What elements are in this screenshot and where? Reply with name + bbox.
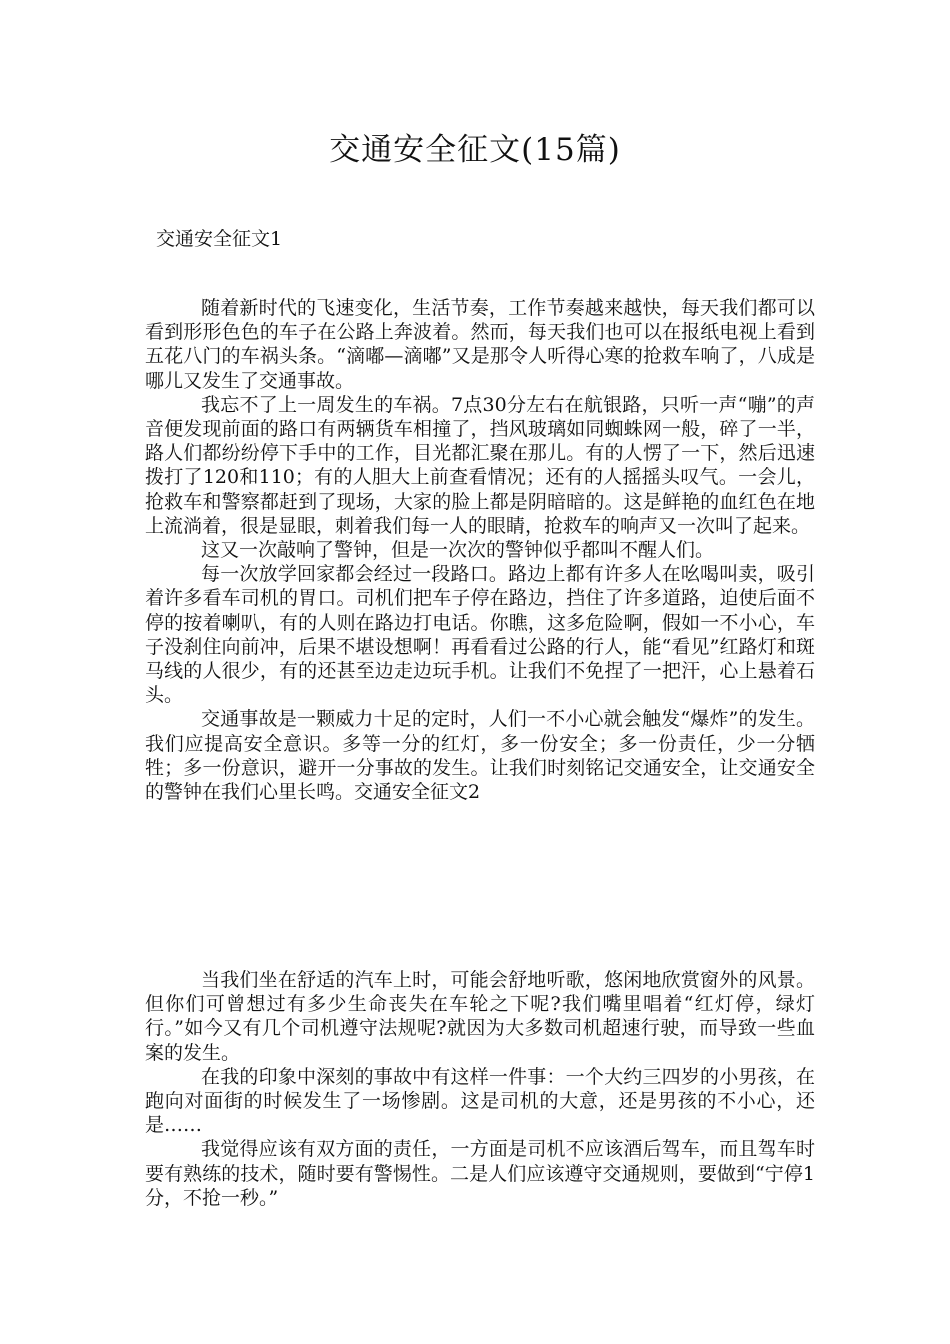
paragraph: 每一次放学回家都会经过一段路口。路边上都有许多人在吆喝叫卖，吸引着许多看车司机的胃口。司机们把车子停在路边，挡住了许多道路，迫使后面不停的按着喇叭，有的人则在路边打电话。你瞧，这多危险啊，假如一不小心，车子没刹住向前冲，后果不堪设想啊！再看看过公路的行人，能“看见”红路灯和斑马线的人很少，有的还甚至边走边玩手机。让我们不免捏了一把汗，心上悬着石头。 (145, 563, 815, 707)
paragraph: 在我的印象中深刻的事故中有这样一件事：一个大约三四岁的小男孩，在跑向对面街的时候发生了一场惨剧。这是司机的大意，还是男孩的不小心，还是…… (145, 1065, 815, 1137)
paragraph: 这又一次敲响了警钟，但是一次次的警钟似乎都叫不醒人们。 (201, 539, 715, 562)
paragraph: 我忘不了上一周发生的车祸。7点30分左右在航银路，只听一声“嘣”的声音便发现前面的路口有两辆货车相撞了，挡风玻璃如同蜘蛛网一般，碎了一半，路人们都纷纷停下手中的工作，目光都汇聚在那儿。有的人愣了一下，然后迅速拨打了120和110；有的人胆大上前查看情况；还有的人摇摇头叹气。一会儿，抢救车和警察都赶到了现场，大家的脸上都是阴暗暗的。这是鲜艳的血红色在地上流淌着，很是显眼，刺着我们每一人的眼睛，抢救车的响声又一次叫了起来。 (145, 393, 815, 537)
paragraph: 当我们坐在舒适的汽车上时，可能会舒地听歌，悠闲地欣赏窗外的风景。但你们可曾想过有多少生命丧失在车轮之下呢?我们嘴里唱着“红灯停，绿灯行。”如今又有几个司机遵守法规呢?就因为大多数司机超速行驶，而导致一些血案的发生。 (145, 969, 815, 1064)
document-title: 交通安全征文(15篇) (329, 132, 621, 168)
paragraph: 交通事故是一颗威力十足的定时，人们一不小心就会触发“爆炸”的发生。我们应提高安全意识。多等一分的红灯，多一份安全；多一份责任，少一分牺牲；多一份意识，避开一分事故的发生。让我们时刻铭记交通安全，让交通安全的警钟在我们心里长鸣。交通安全征文2 (145, 708, 815, 804)
paragraph: 随着新时代的飞速变化，生活节奏，工作节奏越来越快，每天我们都可以看到形形色色的车子在公路上奔波着。然而，每天我们也可以在报纸电视上看到五花八门的车祸头条。“滴嘟—滴嘟”又是那令人听得心寒的抢救车响了，八成是哪儿又发生了交通事故。 (145, 297, 815, 392)
section-heading: 交通安全征文1 (156, 228, 283, 250)
paragraph: 我觉得应该有双方面的责任，一方面是司机不应该酒后驾车，而且驾车时要有熟练的技术，随时要有警惕性。二是人们应该遵守交通规则，要做到“宁停1分，不抢一秒。” (145, 1138, 815, 1209)
section-body (145, 968, 815, 1210)
section-body (145, 296, 815, 804)
